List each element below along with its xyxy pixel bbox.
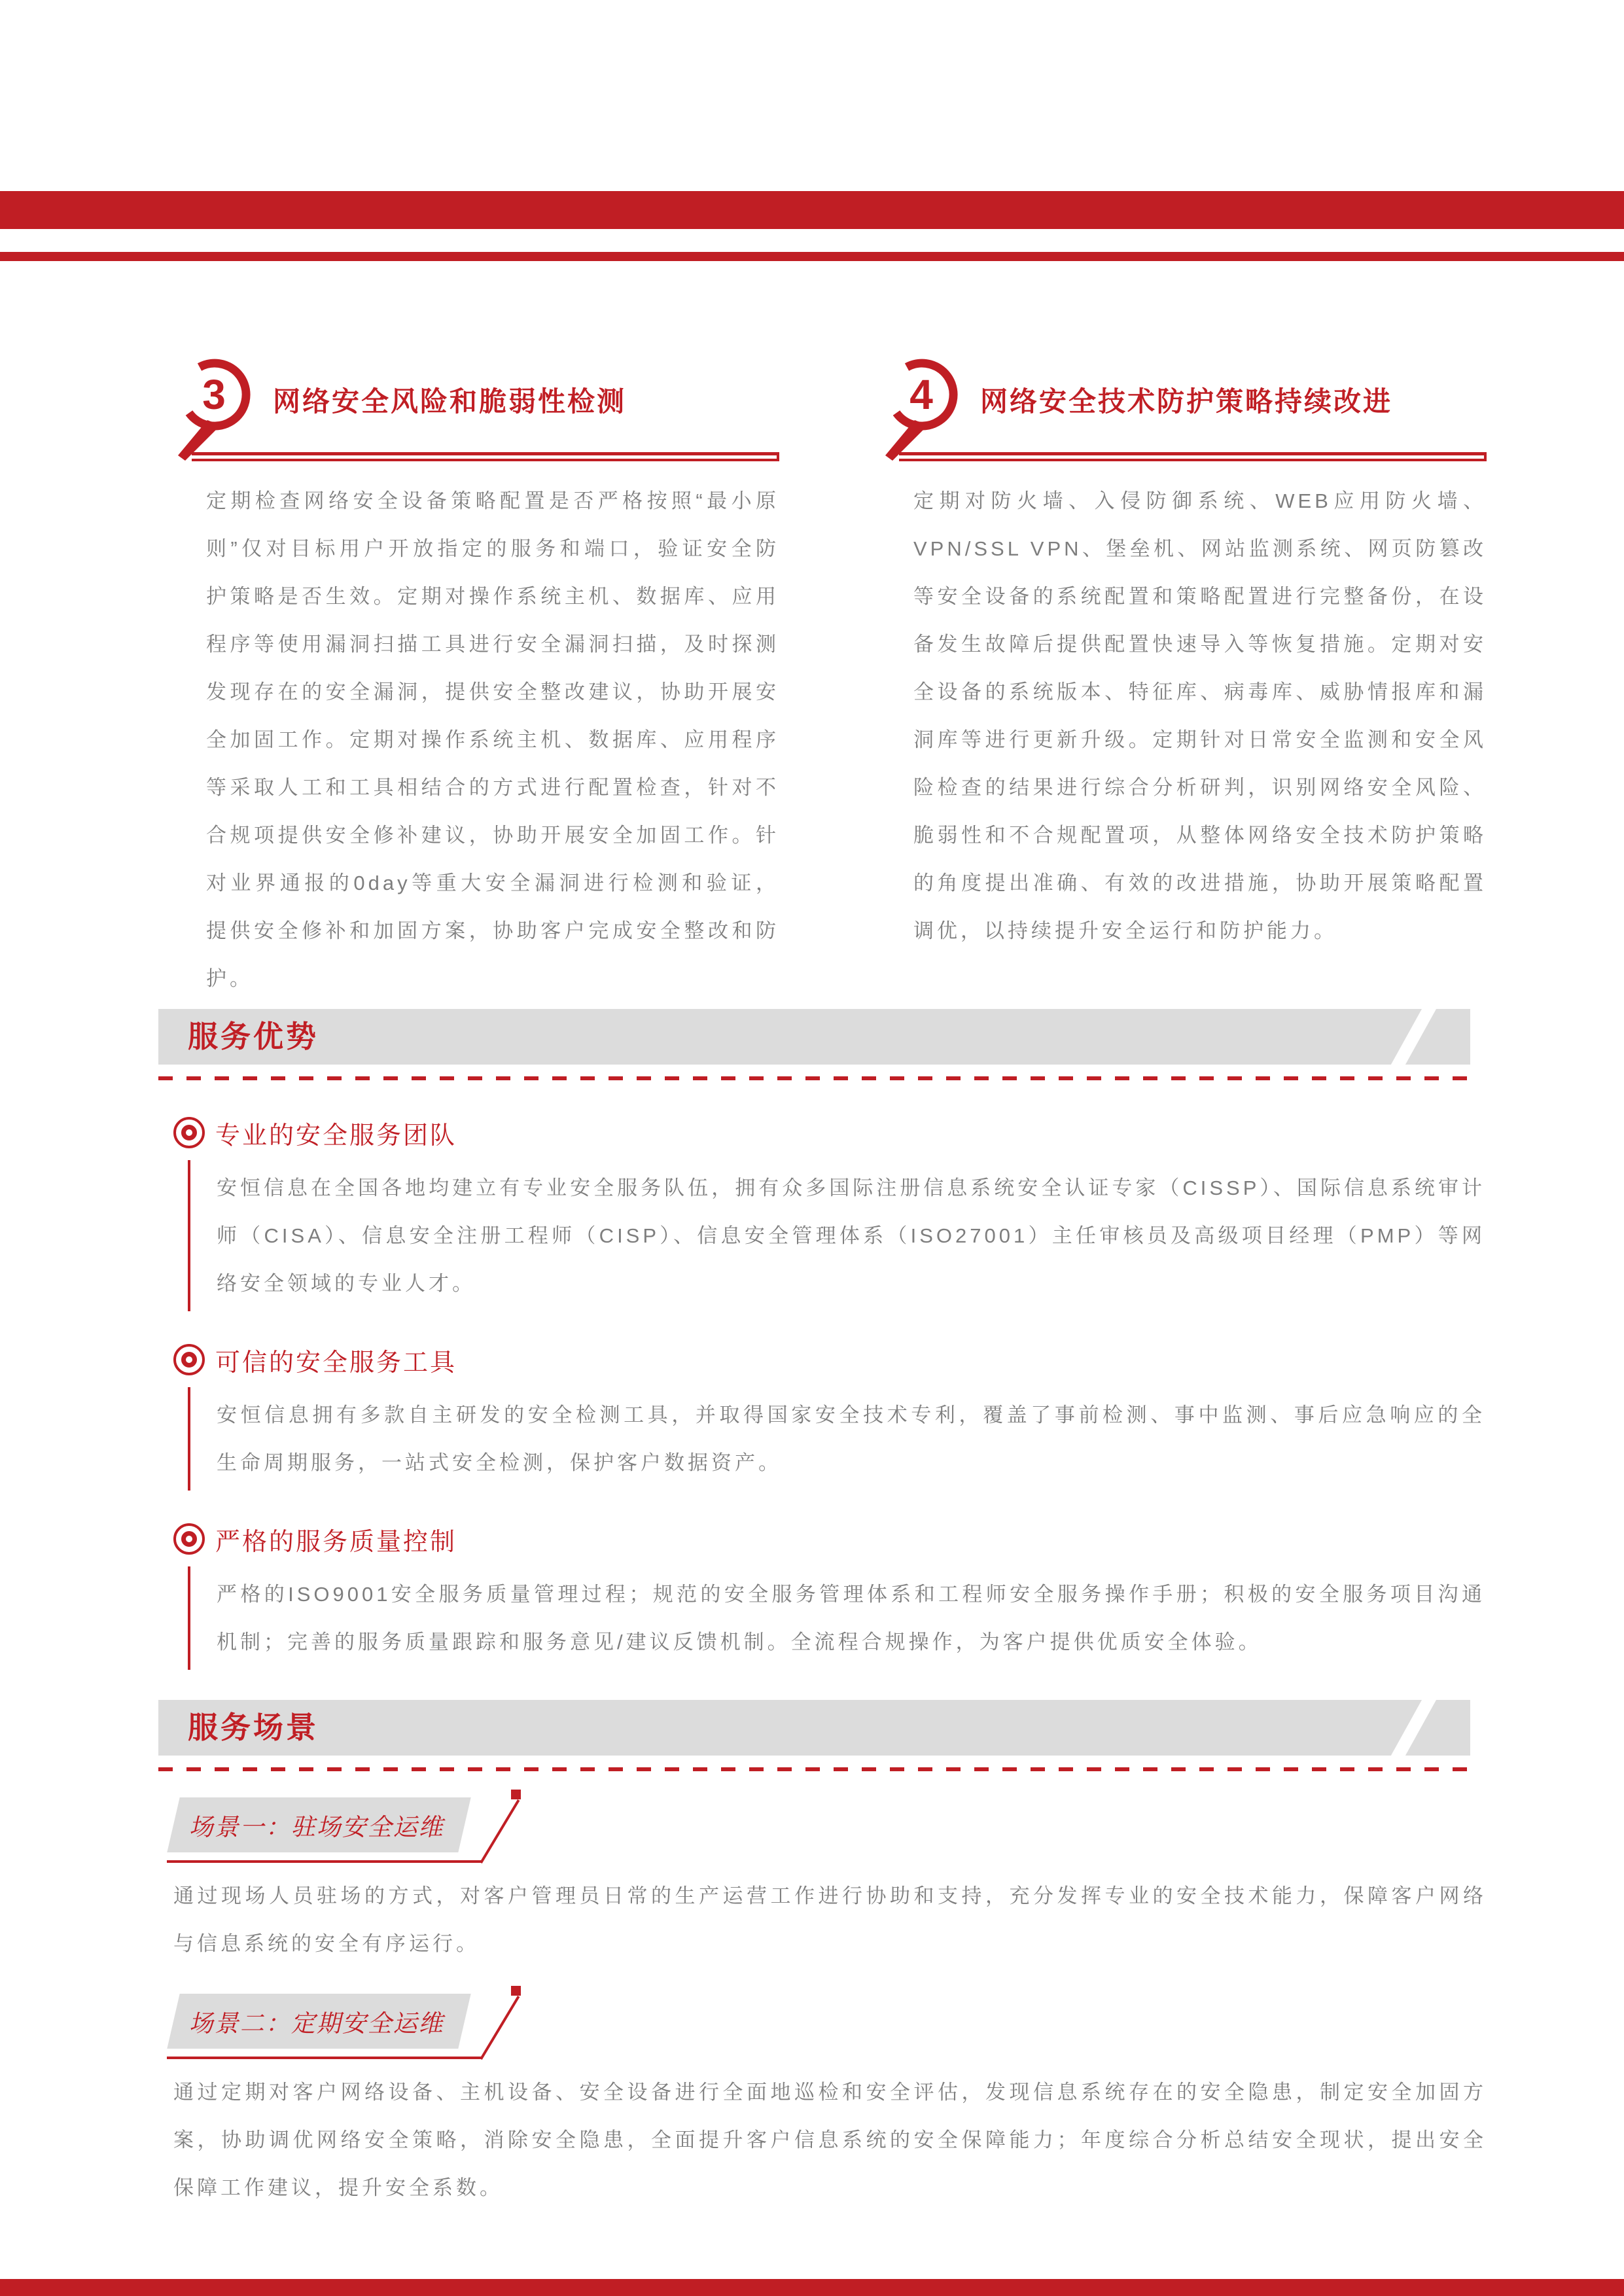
scenario-body: 通过定期对客户网络设备、主机设备、安全设备进行全面地巡检和安全评估，发现信息系统存在的安全隐患，制定安全加固方案，协助调优网络安全策略，消除安全隐患，全面提升客户信息系统的安全保障能力；年度综合分析总结安全现状，提出安全保障工作建议，提升安全系数。 (173, 2081, 1487, 2199)
section-header (173, 353, 779, 465)
advantage-item (173, 1114, 1485, 1311)
section-underline (899, 452, 1487, 461)
advantage-heading (173, 1521, 1485, 1557)
scenario-diagonal-line (480, 1799, 520, 1863)
scenario-underline (167, 2057, 481, 2059)
advantage-title: 可信的安全服务工具 (215, 1349, 457, 1377)
numbered-sections (0, 261, 1624, 1002)
scenario-label: 场景二：定期安全运维 (187, 2010, 450, 2037)
advantage-item (173, 1521, 1485, 1670)
dashed-divider (158, 1767, 1472, 1771)
scenario-body: 通过现场人员驻场的方式，对客户管理员日常的生产运营工作进行协助和支持，充分发挥专业的安全技术能力，保障客户网络与信息系统的安全有序运行。 (173, 1884, 1487, 1955)
scenario-tag-shape (167, 1797, 470, 1852)
target-bullet-icon (173, 1344, 205, 1375)
numbered-section-3 (173, 353, 779, 1002)
section-header (881, 353, 1487, 465)
numbered-section-4 (881, 353, 1487, 1002)
top-bar-secondary (0, 252, 1624, 261)
advantage-title: 专业的安全服务团队 (215, 1122, 457, 1150)
scenarios-band-title: 服务场景 (188, 1710, 319, 1744)
section-title: 网络安全技术防护策略持续改进 (980, 386, 1393, 417)
section-number: 4 (909, 371, 933, 418)
advantage-body: 安恒信息拥有多款自主研发的安全检测工具，并取得国家安全技术专利，覆盖了事前检测、事中监测、事后应急响应的全生命周期服务，一站式安全检测，保护客户数据资产。 (188, 1387, 1485, 1491)
scenarios-band (158, 1700, 1470, 1756)
advantages-band (158, 1009, 1470, 1065)
advantage-heading (173, 1341, 1485, 1378)
numbered-badge-icon (881, 353, 959, 465)
advantage-item (173, 1341, 1485, 1491)
scenario-tag (173, 1797, 465, 1852)
target-bullet-icon (173, 1523, 205, 1555)
advantage-title: 严格的服务质量控制 (215, 1528, 457, 1556)
numbered-badge-icon (173, 353, 252, 465)
section-title: 网络安全风险和脆弱性检测 (273, 386, 627, 417)
advantage-body: 安恒信息在全国各地均建立有专业安全服务队伍，拥有众多国际注册信息系统安全认证专家（CISSP）、国际信息系统审计师（CISA）、信息安全注册工程师（CISP）、信息安全管理体系（ISO27001）主任审核员及高级项目经理（PMP）等网络安全领域的专业人才。 (188, 1160, 1485, 1311)
scenario-tag (173, 1994, 465, 2049)
section-underline (192, 452, 779, 461)
scenario-label: 场景一：驻场安全运维 (187, 1814, 450, 1841)
section-number: 3 (202, 371, 226, 418)
advantages-list (0, 1080, 1624, 1670)
section-body: 定期对防火墙、入侵防御系统、WEB应用防火墙、VPN/SSL VPN、堡垒机、网站监测系统、网页防篡改等安全设备的系统配置和策略配置进行完整备份，在设备发生故障后提供配置快速导入等恢复措施。定期对安全设备的系统版本、特征库、病毒库、威胁情报库和漏洞库等进行更新升级。定期针对日常安全监测和安全风险检查的结果进行综合分析研判，识别网络安全风险、脆弱性和不合规配置项，从整体网络安全技术防护策略的角度提出准确、有效的改进措施，协助开展策略配置调优，以持续提升安全运行和防护能力。 (913, 489, 1487, 942)
target-bullet-icon (173, 1117, 205, 1148)
advantage-body: 严格的ISO9001安全服务质量管理过程；规范的安全服务管理体系和工程师安全服务操作手册；积极的安全服务项目沟通机制；完善的服务质量跟踪和服务意见/建议反馈机制。全流程合规操作，为客户提供优质安全体验。 (188, 1566, 1485, 1670)
scenario-square-dot (511, 1986, 521, 1996)
scenarios-list (0, 1797, 1624, 2212)
advantage-heading (173, 1114, 1485, 1151)
scenario-diagonal-line (480, 1996, 520, 2060)
top-bar-primary (0, 191, 1624, 229)
bottom-bar (0, 2279, 1624, 2296)
scenario-square-dot (511, 1790, 521, 1799)
section-body: 定期检查网络安全设备策略配置是否严格按照“最小原则”仅对目标用户开放指定的服务和端口，验证安全防护策略是否生效。定期对操作系统主机、数据库、应用程序等使用漏洞扫描工具进行安全漏洞扫描，及时探测发现存在的安全漏洞，提供安全整改建议，协助开展安全加固工作。定期对操作系统主机、数据库、应用程序等采取人工和工具相结合的方式进行配置检查，针对不合规项提供安全修补建议，协助开展安全加固工作。针对业界通报的0day等重大安全漏洞进行检测和验证，提供安全修补和加固方案，协助客户完成安全整改和防护。 (206, 489, 779, 990)
scenario-underline (167, 1860, 481, 1863)
advantages-band-title: 服务优势 (188, 1019, 319, 1053)
scenario-tag-shape (167, 1994, 470, 2049)
